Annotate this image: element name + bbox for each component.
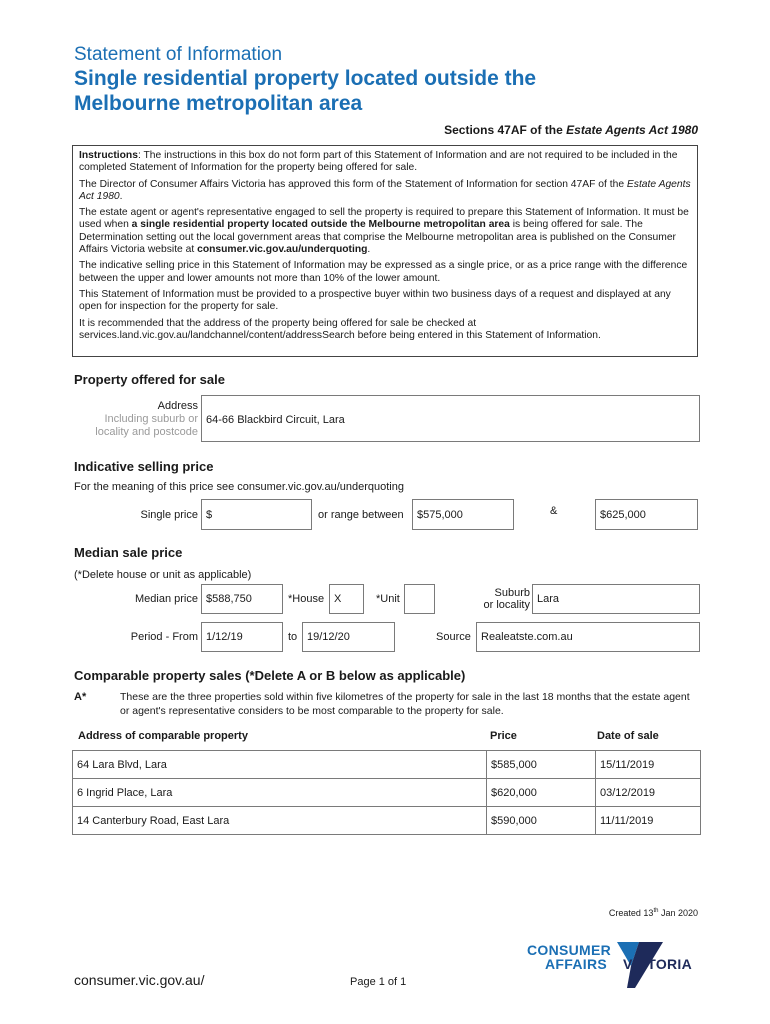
document-title — [74, 66, 536, 116]
row-address: 14 Canterbury Road, East Lara — [73, 807, 487, 835]
logo-line-victoria: VICTORIA — [623, 956, 693, 972]
median-price-label: Median price — [135, 593, 198, 605]
document-subtitle: Statement of Information — [74, 44, 283, 65]
page-number: Page 1 of 1 — [350, 976, 407, 988]
underquoting-link[interactable]: consumer.vic.gov.au/underquoting — [197, 244, 368, 256]
unit-field[interactable] — [404, 584, 435, 614]
median-heading: Median sale price — [74, 545, 183, 560]
house-value: X — [334, 593, 342, 605]
address-label-line-1: Address — [157, 400, 198, 412]
comparable-table — [72, 750, 701, 835]
period-to-value: 19/12/20 — [307, 631, 350, 643]
sections-prefix: Sections 47AF of the — [444, 123, 567, 137]
row-date: 03/12/2019 — [596, 779, 701, 807]
single-price-field[interactable] — [201, 499, 312, 530]
address-field[interactable] — [201, 395, 700, 442]
instructions-para-5: This Statement of Information must be provided to a prospective buyer within two business days of a request and displayed at any open for inspection for the property for sale. — [79, 288, 671, 313]
median-note: (*Delete house or unit as applicable) — [74, 569, 252, 581]
row-price: $585,000 — [487, 751, 596, 779]
instructions-para-6: It is recommended that the address of the property being offered for sale be checked at services.land.vic.gov.au/landchannel/content/addressSearch before being entered in this Statement of Information. — [79, 317, 601, 341]
single-price-label: Single price — [140, 509, 198, 521]
created-sup: th — [653, 908, 659, 914]
period-from-value: 1/12/19 — [206, 631, 243, 643]
instructions-label: Instructions — [79, 150, 138, 161]
instructions-p2-act: Estate Agents Act 1980 — [79, 178, 691, 202]
row-price: $620,000 — [487, 779, 596, 807]
instructions-p2-text: The Director of Consumer Affairs Victoria has approved this form of the Statement of Information for section 47AF of the — [79, 178, 627, 190]
consumer-affairs-logo — [527, 940, 707, 990]
range-label: or range between — [318, 509, 404, 521]
period-label: Period - From — [130, 631, 198, 643]
address-label — [60, 400, 198, 439]
created-prefix: Created 13 — [608, 908, 654, 918]
instructions-p3-end: . — [367, 244, 371, 256]
col-header-date: Date of sale — [597, 730, 659, 742]
table-row — [73, 779, 701, 807]
instructions-p3-b: is being offered for sale. The Determination setting out the local government areas that comprise the Melbourne metropolitan area is published on the Consumer Affairs Victoria website at — [79, 219, 676, 256]
address-value: 64-66 Blackbird Circuit, Lara — [206, 414, 345, 426]
footer-url[interactable]: consumer.vic.gov.au/ — [74, 972, 205, 988]
indicative-heading: Indicative selling price — [74, 459, 214, 474]
col-header-price: Price — [490, 730, 517, 742]
source-field[interactable] — [476, 622, 700, 652]
row-address: 64 Lara Blvd, Lara — [73, 751, 487, 779]
instructions-box — [72, 145, 698, 357]
suburb-label-line-2: or locality — [483, 599, 530, 611]
title-line-1: Single residential property located outside the — [74, 67, 537, 90]
period-from-field[interactable] — [201, 622, 283, 652]
row-date: 15/11/2019 — [596, 751, 701, 779]
range-ampersand: & — [550, 505, 558, 517]
unit-label: *Unit — [376, 593, 400, 605]
col-header-address: Address of comparable property — [78, 730, 248, 742]
created-suffix: Jan 2020 — [658, 908, 698, 918]
range-low-value: $575,000 — [417, 508, 463, 521]
table-row — [73, 751, 701, 779]
period-to-label: to — [288, 631, 298, 643]
suburb-field[interactable] — [532, 584, 700, 614]
table-row — [73, 807, 701, 835]
row-price: $590,000 — [487, 807, 596, 835]
range-high-field[interactable] — [595, 499, 698, 530]
sections-reference — [444, 123, 698, 137]
comparable-heading: Comparable property sales (*Delete A or B below as applicable) — [74, 668, 466, 683]
address-label-line-3: locality and postcode — [95, 426, 198, 438]
instructions-para-2 — [79, 179, 691, 204]
address-label-line-2: Including suburb or — [104, 413, 198, 425]
range-high-value: $625,000 — [600, 508, 646, 521]
median-price-value: $588,750 — [206, 593, 252, 605]
single-price-value: $ — [206, 508, 213, 521]
title-line-2: Melbourne metropolitan area — [74, 92, 363, 115]
option-a-text: These are the three properties sold within five kilometres of the property for sale in the last 18 months that the estate agent or agent's representative considers to be most comparable to the property for sale. — [120, 691, 690, 717]
suburb-value: Lara — [537, 593, 560, 605]
instructions-p3-bold: a single residential property located outside the Melbourne metropolitan area — [131, 219, 510, 231]
instructions-p2-end: . — [119, 190, 123, 202]
logo-line-consumer: CONSUMER — [527, 942, 612, 958]
option-a-label: A* — [74, 691, 87, 703]
sections-act: Estate Agents Act 1980 — [566, 123, 698, 137]
house-label: *House — [288, 593, 325, 605]
suburb-label-line-1: Suburb — [494, 587, 530, 599]
instructions-p3-a: The estate agent or agent's representative engaged to sell the property is required to prepare this Statement of Information. It must be used when — [79, 207, 689, 231]
property-heading: Property offered for sale — [74, 372, 225, 387]
instructions-p1-rest: : The instructions in this box do not form part of this Statement of Information and are not required to be included in the completed Statement of Information for the property being offered for sale. — [79, 150, 678, 174]
indicative-note: For the meaning of this price see consumer.vic.gov.au/underquoting — [74, 481, 404, 493]
median-price-field[interactable] — [201, 584, 283, 614]
range-low-field[interactable] — [412, 499, 514, 530]
instructions-para-1 — [79, 150, 691, 175]
instructions-para-3 — [79, 207, 691, 256]
instructions-para-4: The indicative selling price in this Statement of Information may be expressed as a single price, or as a price range with the difference between the upper and lower amounts not more than 10% of the lower amount. — [79, 260, 688, 284]
row-date: 11/11/2019 — [596, 807, 701, 835]
comparable-table-grid — [72, 750, 701, 835]
source-value: Realeatste.com.au — [481, 631, 573, 643]
logo-line-affairs: AFFAIRS — [545, 956, 607, 972]
created-date — [609, 908, 698, 918]
house-field[interactable] — [329, 584, 364, 614]
suburb-label — [460, 587, 530, 611]
row-address: 6 Ingrid Place, Lara — [73, 779, 487, 807]
source-label: Source — [436, 631, 471, 643]
period-to-field[interactable] — [302, 622, 395, 652]
